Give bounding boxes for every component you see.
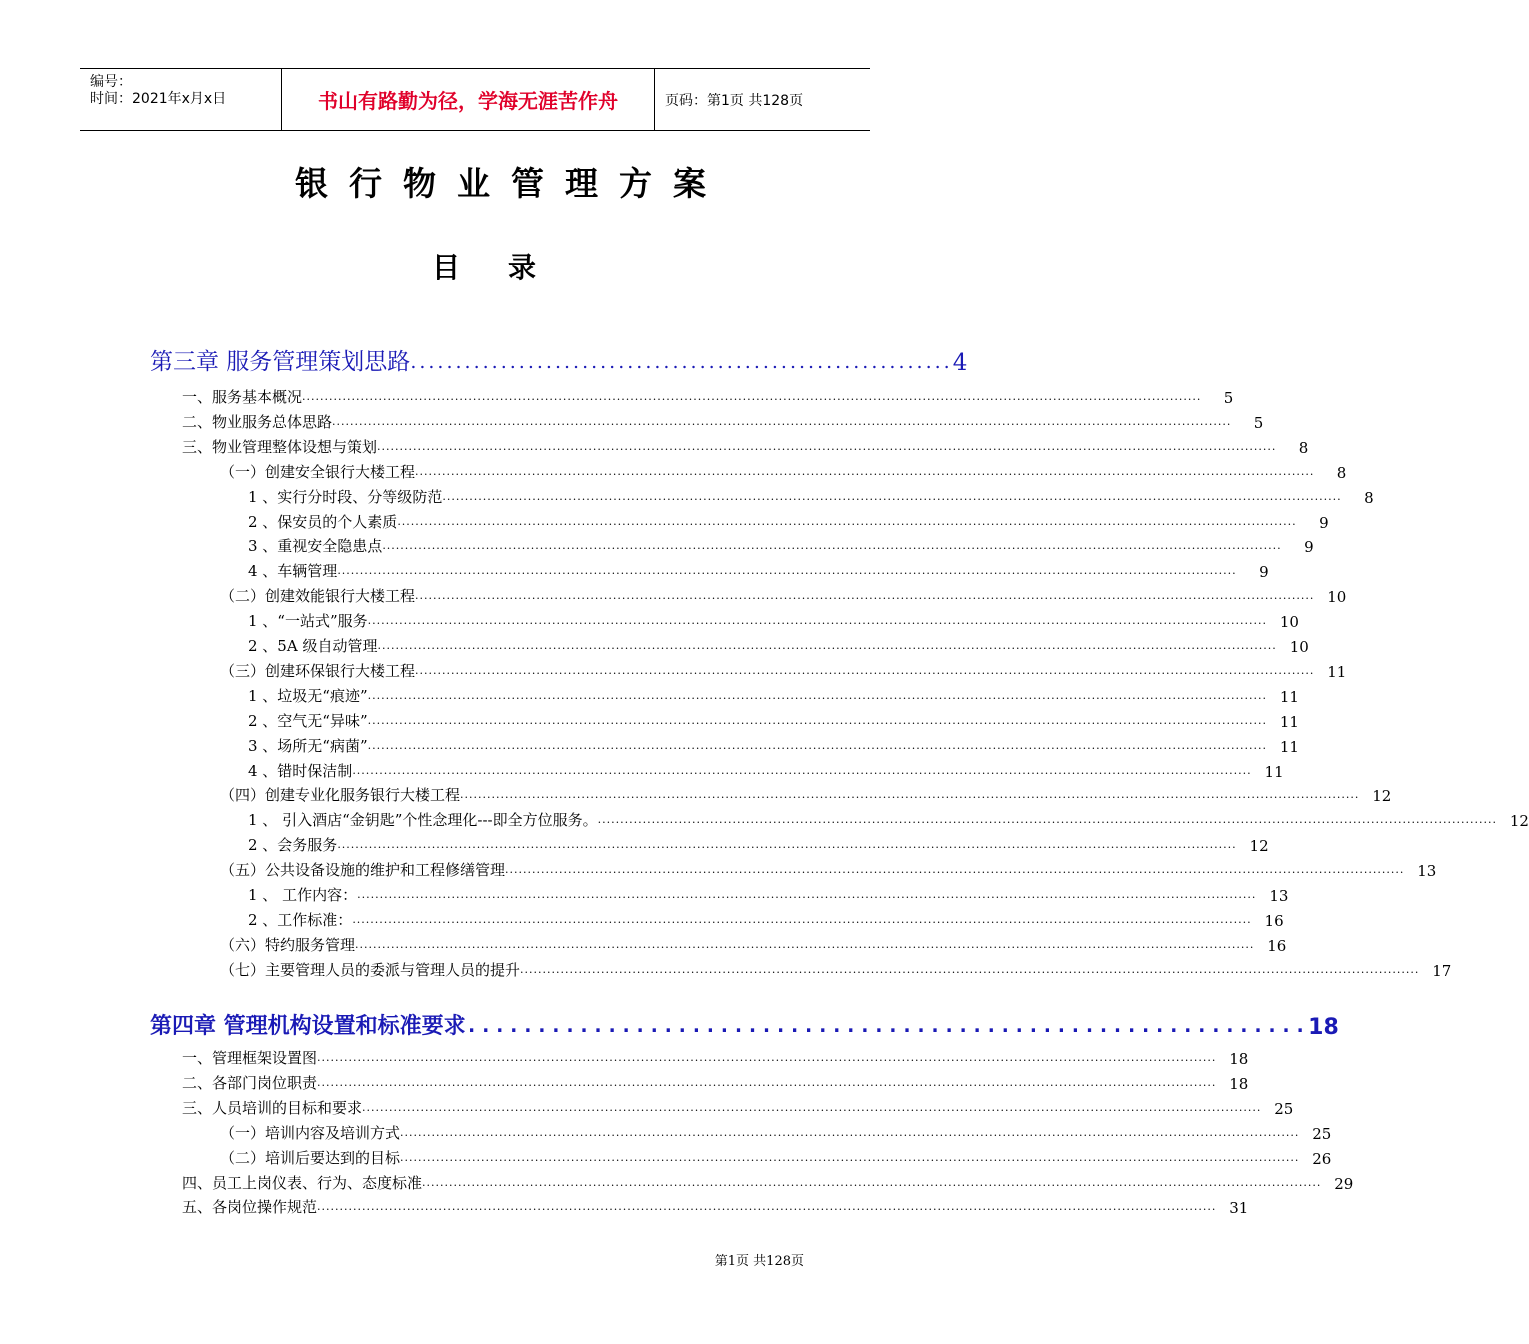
toc-entry-page: 11 <box>1279 737 1299 756</box>
toc-entry-page: 18 <box>1229 1050 1249 1068</box>
toc-entry-title: 三、物业管理整体设想与策划 <box>182 437 378 456</box>
toc-leader-dots: ........................................................................................................................................................................................................ <box>400 1125 1300 1139</box>
toc-entry[interactable] <box>248 532 1314 557</box>
toc-entry-title: （四）创建专业化服务银行大楼工程 <box>220 786 461 805</box>
toc-leader-dots: ........................................................................................................................................................................................................ <box>367 688 1267 702</box>
toc-entry-title: 一、服务基本概况 <box>182 388 303 406</box>
toc-entry-page: 10 <box>1279 613 1299 632</box>
toc-entry[interactable] <box>248 831 1269 856</box>
toc-chapter-title: 第四章 管理机构设置和标准要求 <box>150 1014 466 1039</box>
toc-entry-page: 12 <box>1249 837 1269 856</box>
toc-leader-dots: ........................................................................................................................................................................................................ <box>400 1150 1300 1164</box>
toc-entry[interactable] <box>248 682 1299 706</box>
toc-leader-dots: ........................................................................................................................................................................................................ <box>505 863 1405 877</box>
toc-entry-title: 2 、工作标准： <box>248 910 353 929</box>
toc-entry-page: 11 <box>1279 687 1299 706</box>
toc-entry[interactable] <box>220 1144 1332 1168</box>
toc-entry-page: 16 <box>1267 936 1287 955</box>
toc-entry-title: 2 、会务服务 <box>248 836 338 855</box>
toc-entry-title: 1 、垃圾无“痕迹” <box>248 686 368 705</box>
page-footer: 第1页 共128页 <box>714 1254 804 1269</box>
header-divider <box>654 69 655 130</box>
toc-entry-title: 3 、重视安全隐患点 <box>248 537 383 556</box>
toc-entry[interactable] <box>248 732 1299 756</box>
toc-entry-title: （三）创建环保银行大楼工程 <box>220 661 416 680</box>
toc-entry[interactable] <box>182 433 1309 457</box>
toc-entry[interactable] <box>182 383 1234 407</box>
toc-heading: 目录 <box>431 251 584 284</box>
toc-entry[interactable] <box>248 881 1289 905</box>
toc-leader-dots: ........................................................................................................................................................................................................ <box>337 838 1237 852</box>
toc-leader-dots: ........................................................................................................................................................................................................ <box>415 464 1315 478</box>
toc-entry-title: 1 、“一站式”服务 <box>248 612 368 631</box>
toc-leader-dots: ........................................................................................................................................................................................................ <box>422 1175 1322 1189</box>
toc-leader-dots: ........................................................................................................................................................................................................ <box>357 888 1257 901</box>
toc-leader-dots: ........................................................................................................................................................................................................ <box>317 1075 1217 1089</box>
toc-leader-dots: ........................................................................................................................................................................................................ <box>397 514 1297 528</box>
toc-leader-dots: ........................................................................................................................................................................................................ <box>520 962 1420 976</box>
toc-entry-page: 9 <box>1304 538 1314 557</box>
toc-entry[interactable] <box>182 1169 1354 1193</box>
toc-entry-title: 1 、 工作内容： <box>248 886 358 904</box>
toc-entry-page: 11 <box>1264 762 1284 781</box>
toc-entry-title: （二）创建效能银行大楼工程 <box>220 587 416 606</box>
toc-entry-page: 13 <box>1269 887 1289 905</box>
toc-entry-title: 五、各岗位操作规范 <box>182 1198 318 1217</box>
toc-entry-title: （一）创建安全银行大楼工程 <box>220 462 416 481</box>
toc-entry[interactable] <box>182 1193 1249 1218</box>
toc-entry-title: 3 、场所无“病菌” <box>248 736 368 755</box>
toc-chapter-page: 4 <box>952 350 968 376</box>
toc-entry[interactable] <box>248 632 1309 656</box>
toc-entry[interactable] <box>248 906 1284 930</box>
toc-entry[interactable] <box>220 781 1392 806</box>
toc-entry[interactable] <box>248 483 1374 507</box>
toc-entry-title: 2 、保安员的个人素质 <box>248 512 398 531</box>
toc-entry-page: 12 <box>1509 812 1529 831</box>
toc-entry-page: 26 <box>1312 1149 1332 1168</box>
toc-entry-page: 8 <box>1336 463 1347 482</box>
page-header <box>80 68 870 131</box>
header-motto: 书山有路勤为径，学海无涯苦作舟 <box>318 89 618 113</box>
toc-entry-title: 一、管理框架设置图 <box>182 1049 318 1067</box>
toc-entry[interactable] <box>220 931 1287 955</box>
toc-leader-dots: ............................................................ <box>410 351 953 373</box>
toc-leader-dots: ........................................................................................................................................................................................................ <box>367 738 1267 752</box>
toc-chapter-page: 18 <box>1308 1015 1339 1040</box>
toc-entry-page: 17 <box>1432 961 1452 980</box>
document-title: 银行物业管理方案 <box>295 164 727 203</box>
toc-leader-dots: ........................................................................................................................................................................................................ <box>317 1051 1217 1064</box>
toc-entry-page: 5 <box>1253 413 1264 432</box>
document-time-label: 时间：2021年x月x日 <box>90 91 227 107</box>
toc-chapter-3[interactable] <box>150 340 968 376</box>
toc-entry-title: 4 、错时保洁制 <box>248 761 353 780</box>
toc-entry[interactable] <box>248 508 1329 532</box>
toc-entry-page: 25 <box>1312 1124 1332 1143</box>
toc-entry[interactable] <box>220 1119 1332 1143</box>
toc-entry[interactable] <box>248 757 1284 781</box>
toc-entry[interactable] <box>182 1044 1249 1068</box>
toc-entry-title: 1 、 引入酒店“金钥匙”个性念理化---即全方位服务。 <box>248 811 598 830</box>
toc-entry-title: 2 、5A 级自动管理 <box>248 637 378 655</box>
toc-entry[interactable] <box>220 657 1347 681</box>
toc-chapter-title: 第三章 服务管理策划思路 <box>150 349 411 375</box>
toc-entry-title: 三、人员培训的目标和要求 <box>182 1098 363 1117</box>
toc-leader-dots: ........................................................................................................................................................................................................ <box>332 414 1232 428</box>
toc-entry[interactable] <box>248 806 1529 831</box>
toc-entry[interactable] <box>248 557 1269 582</box>
toc-entry-title: 2 、空气无“异味” <box>248 711 368 730</box>
toc-entry[interactable] <box>220 458 1347 482</box>
toc-entry-page: 9 <box>1259 563 1269 582</box>
toc-entry-page: 10 <box>1289 638 1309 656</box>
toc-entry-page: 31 <box>1229 1199 1249 1218</box>
toc-entry-title: （二）培训后要达到的目标 <box>220 1148 401 1167</box>
toc-leader-dots: ........................................................................................................................................................................................................ <box>355 937 1255 951</box>
toc-entry-page: 12 <box>1372 787 1392 806</box>
toc-entry-title: （五）公共设备设施的维护和工程修缮管理 <box>220 861 506 880</box>
toc-leader-dots: ........................................................................................................................................................................................................ <box>415 589 1315 603</box>
toc-entry-title: 四、员工上岗仪表、行为、态度标准 <box>182 1173 423 1192</box>
toc-entry-page: 18 <box>1229 1074 1249 1093</box>
toc-entry-page: 5 <box>1223 389 1234 407</box>
document-number-label: 编号： <box>90 74 132 90</box>
header-info-cell <box>80 69 280 130</box>
toc-entry[interactable] <box>182 408 1264 432</box>
toc-leader-dots: ........................................................................................................................................................................................................ <box>382 539 1282 553</box>
toc-entry-title: 二、各部门岗位职责 <box>182 1073 318 1092</box>
toc-leader-dots: ........................................................................................................................................................................................................ <box>352 912 1252 926</box>
toc-chapter-4[interactable] <box>150 1004 1339 1040</box>
toc-entry-page: 16 <box>1264 911 1284 930</box>
toc-leader-dots: ........................................................................................................................................................................................................ <box>377 439 1277 453</box>
header-page-label: 页码：第1页 共128页 <box>665 92 804 109</box>
toc-leader-dots: ........................................................................................................................................................................................................ <box>377 639 1277 652</box>
toc-entry-page: 13 <box>1417 862 1437 881</box>
toc-entry-title: （七）主要管理人员的委派与管理人员的提升 <box>220 960 521 979</box>
toc-entry-page: 11 <box>1279 712 1299 731</box>
toc-leader-dots: ........................................................................................................................................................................................................ <box>317 1200 1217 1214</box>
toc-entry-page: 10 <box>1327 588 1347 607</box>
toc-leader-dots: ........................................................................................................................................................................................................ <box>460 788 1360 802</box>
toc-entry-page: 8 <box>1364 488 1374 507</box>
toc-leader-dots: ........................................................................................................................................................................................................ <box>367 614 1267 628</box>
toc-leader-dots: ........................................................................................................................................................................................................ <box>442 489 1342 503</box>
toc-entry-page: 11 <box>1327 662 1347 681</box>
toc-entry[interactable] <box>248 607 1299 632</box>
toc-entry-page: 25 <box>1274 1099 1294 1118</box>
toc-entry[interactable] <box>220 856 1437 881</box>
toc-entry-title: （一）培训内容及培训方式 <box>220 1123 401 1142</box>
toc-entry[interactable] <box>220 582 1347 607</box>
toc-entry-title: （六）特约服务管理 <box>220 935 356 954</box>
toc-entry-title: 1 、实行分时段、分等级防范 <box>248 487 443 506</box>
toc-leader-dots: ........................................................................................................................................................................................................ <box>362 1100 1262 1114</box>
toc-entry-page: 8 <box>1298 438 1309 457</box>
toc-entry[interactable] <box>248 707 1299 731</box>
toc-entry-title: 二、物业服务总体思路 <box>182 412 333 431</box>
toc-leader-dots: ........................................................................................................................................................................................................ <box>415 663 1315 677</box>
toc-entry-title: 4 、车辆管理 <box>248 562 338 581</box>
toc-leader-dots: ........................................................................................................................................................................................................ <box>302 390 1202 403</box>
toc-leader-dots: ........................................................................................................................................................................................................ <box>367 713 1267 727</box>
toc-entry-page: 29 <box>1334 1174 1354 1193</box>
toc-entry-page: 9 <box>1319 513 1329 532</box>
toc-leader-dots: ............................................................ <box>465 1013 1309 1037</box>
toc-entry[interactable] <box>182 1094 1294 1118</box>
toc-leader-dots: ........................................................................................................................................................................................................ <box>597 813 1497 827</box>
toc-entry[interactable] <box>182 1069 1249 1093</box>
toc-leader-dots: ........................................................................................................................................................................................................ <box>337 564 1237 578</box>
toc-entry[interactable] <box>220 956 1452 980</box>
toc-leader-dots: ........................................................................................................................................................................................................ <box>352 763 1252 777</box>
